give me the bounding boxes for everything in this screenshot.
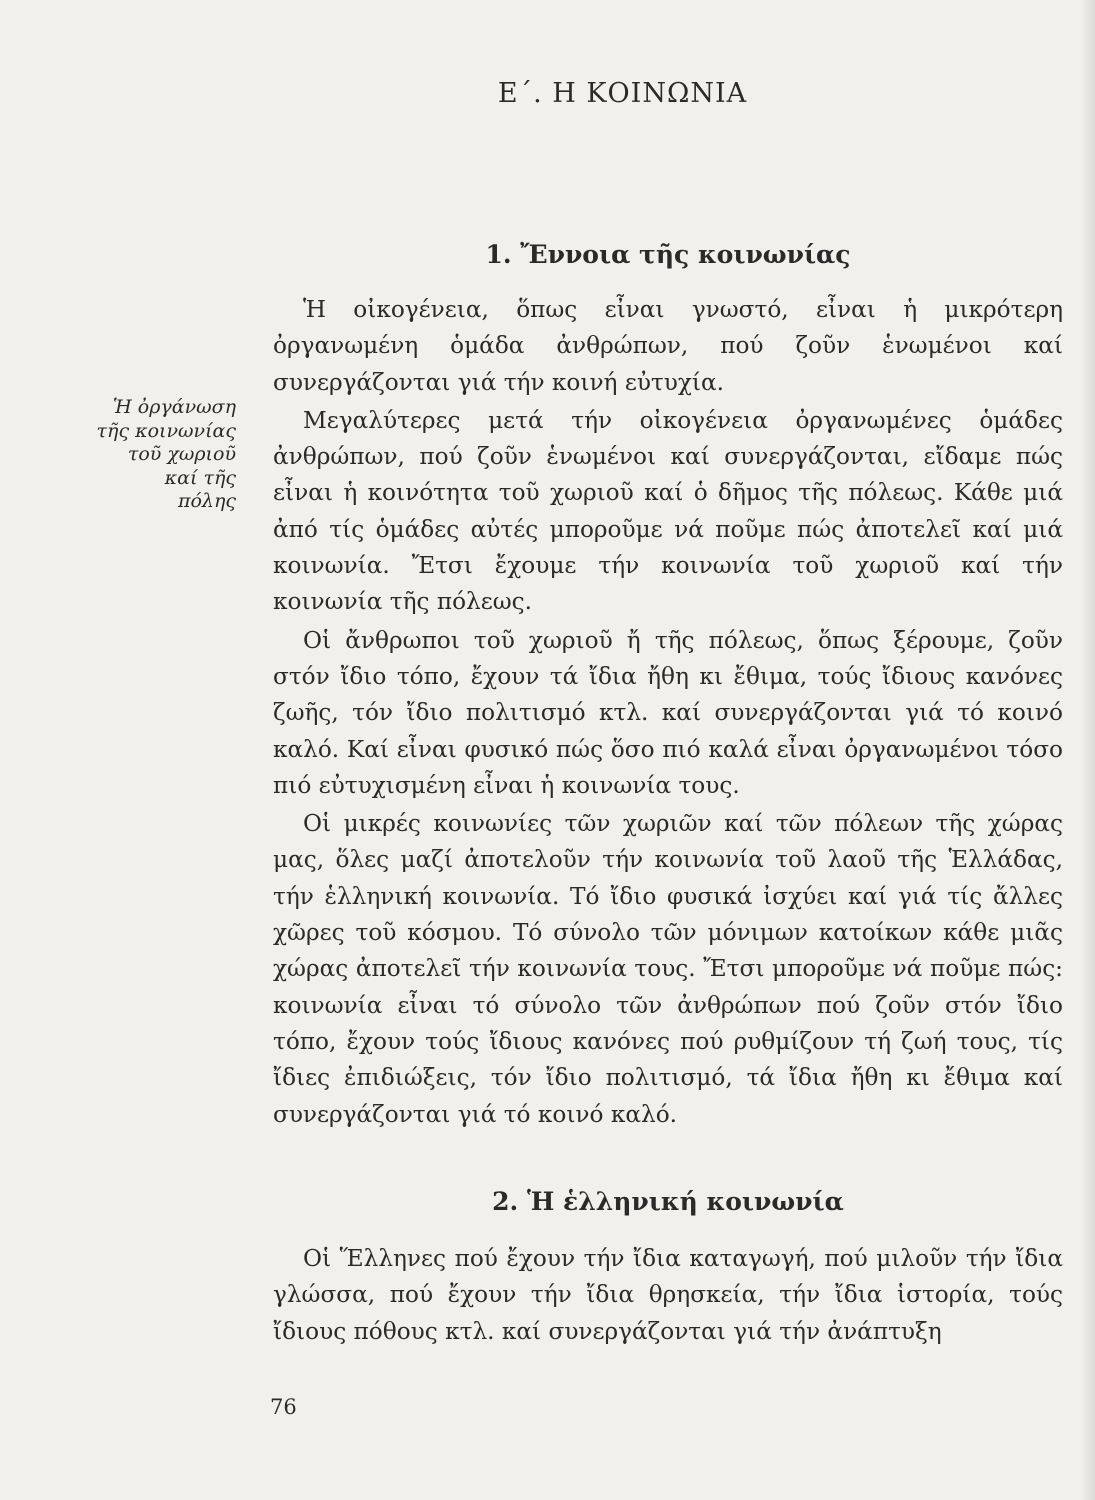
paragraph: Μεγαλύτερες μετά τήν οἰκογένεια ὀργανωμένες ὁμάδες ἀνθρώπων, πού ζοῦν ἑνωμένοι καί συνεργάζονται, εἴδαμε πώς εἶναι ἡ κοινότητα τοῦ χωριοῦ καί ὁ δῆμος τῆς πόλεως. Κάθε μιά ἀπό τίς ὁμάδες αὐτές μποροῦμε νά ποῦμε πώς ἀποτελεῖ καί μιά κοινωνία. Ἔτσι ἔχουμε τήν κοινωνία τοῦ χωριοῦ καί τήν κοινωνία τῆς πόλεως. [273, 406, 1063, 616]
margin-note-line: πόλης [178, 490, 236, 512]
margin-note [60, 396, 236, 514]
margin-note-line: τῆς κοινωνίας [96, 419, 236, 442]
margin-note-line: Ἡ ὀργάνωση [112, 396, 236, 418]
section-2-heading: 2. Ἡ ἑλληνική κοινωνία [492, 1187, 844, 1216]
section-1-heading: 1. Ἔννοια τῆς κοινωνίας [485, 240, 851, 269]
paragraph: Οἱ Ἕλληνες πού ἔχουν τήν ἴδια καταγωγή, πού μιλοῦν τήν ἴδια γλώσσα, πού ἔχουν τήν ἴδια θρησκεία, τήν ἴδια ἱστορία, τούς ἴδιους πόθους κτλ. καί συνεργάζονται γιά τήν ἀνάπτυξη [273, 1245, 1063, 1345]
paragraph: Οἱ μικρές κοινωνίες τῶν χωριῶν καί τῶν πόλεων τῆς χώρας μας, ὅλες μαζί ἀποτελοῦν τήν κοινωνία τοῦ λαοῦ τῆς Ἑλλάδας, τήν ἑλληνική κοινωνία. Τό ἴδιο φυσικά ἰσχύει καί γιά τίς ἄλλες χῶρες τοῦ κόσμου. Τό σύνολο τῶν μόνιμων κατοίκων κάθε μιᾶς χώρας ἀποτελεῖ τήν κοινωνία τους. Ἔτσι μποροῦμε νά ποῦμε πώς: κοινωνία εἶναι τό σύνολο τῶν ἀνθρώπων πού ζοῦν στόν ἴδιο τόπο, ἔχουν τούς ἴδιους κανόνες πού ρυθμίζουν τή ζωή τους, τίς ἴδιες ἐπιδιώξεις, τόν ἴδιο πολιτισμό, τά ἴδια ἤθη κι ἔθιμα καί συνεργάζονται γιά τό κοινό καλό. [273, 810, 1063, 1128]
section-2-body [273, 1241, 1063, 1350]
page-number: 76 [270, 1395, 297, 1419]
paragraph: Ἡ οἰκογένεια, ὅπως εἶναι γνωστό, εἶναι ἡ μικρότερη ὀργανωμένη ὁμάδα ἀνθρώπων, πού ζοῦν ἑνωμένοι καί συνεργάζονται γιά τήν κοινή εὐτυχία. [273, 296, 1063, 396]
section-1-body [273, 292, 1063, 1133]
margin-note-line: τοῦ χωριοῦ [127, 443, 236, 465]
page-edge [1081, 0, 1095, 1500]
chapter-title: Ε΄. Η ΚΟΙΝΩΝΙΑ [497, 78, 748, 109]
margin-note-line: καί τῆς [164, 466, 236, 489]
paragraph: Οἱ ἄνθρωποι τοῦ χωριοῦ ἤ τῆς πόλεως, ὅπως ξέρουμε, ζοῦν στόν ἴδιο τόπο, ἔχουν τά ἴδια ἤθη κι ἔθιμα, τούς ἴδιους κανόνες ζωῆς, τόν ἴδιο πολιτισμό κτλ. καί συνεργάζονται γιά τό κοινό καλό. Καί εἶναι φυσικό πώς ὅσο πιό καλά εἶναι ὀργανωμένοι τόσο πιό εὐτυχισμένη εἶναι ἡ κοινωνία τους. [273, 626, 1063, 799]
